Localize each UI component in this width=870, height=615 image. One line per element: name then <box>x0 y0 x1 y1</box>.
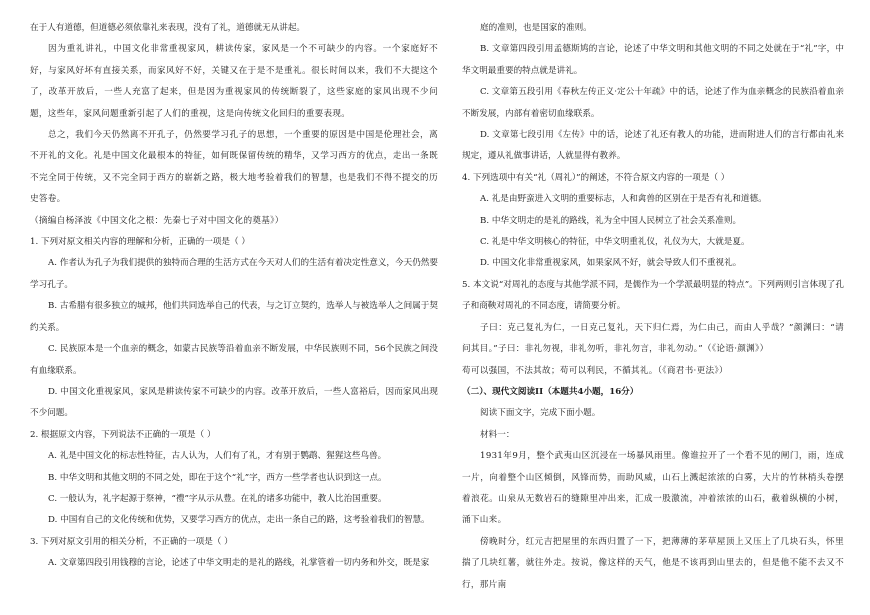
option-1a: A. 作者认为孔子为我们提供的独特而合理的生活方式在今天对人们的生活有着决定性意义，今天仍然要学习孔子。 <box>30 258 438 290</box>
material-label: 材料一： <box>480 429 515 440</box>
option-1c: C. 民族原本是一个血亲的概念，如蒙古民族等沿着血亲不断发展，中华民族则不同，56个民族之间没有血缘联系。 <box>30 344 438 376</box>
option-4b: B. 中华文明走的是礼的路线，礼为全中国人民树立了社会关系准则。 <box>480 215 742 226</box>
option-4d: D. 中国文化非常重视家风，如果家风不好，就会导致人们不重视礼。 <box>480 258 742 269</box>
question-4: 4. 下列选项中有关“礼（周礼）”的阐述，不符合原文内容的一项是（ ） <box>462 172 730 183</box>
option-2b: B. 中华文明和其他文明的不同之处，即在于这个“礼”字，西方一些学者也认识到这一点。 <box>48 472 387 483</box>
paragraph: 总之，我们今天仍然离不开孔子，仍然要学习孔子的思想，一个重要的原因是中国是伦理社会，离不开礼的文化。礼是中国文化最根本的特征，如何既保留传统的精华，又学习西方的优点，走出一条既不完全同于传统，又不完全同于西方的崭新之路，极大地考验着我们的智慧，也是我们不得不提交的历史答卷。 <box>30 130 438 205</box>
quote-lunyu: 子曰：克己复礼为仁，一日克己复礼，天下归仁焉，为仁由己，而由人乎哉？”颜渊曰：“请问其目。”子曰：非礼勿视，非礼勿听，非礼勿言，非礼勿动。”（《论语·颜渊》） <box>462 322 844 355</box>
right-column <box>462 18 844 596</box>
option-3c: C. 文章第五段引用《春秋左传正义·定公十年疏》中的话，论述了作为血亲概念的民族沿着血亲不断发展，内部有着密切血缘联系。 <box>462 87 844 119</box>
paragraph: 因为重礼讲礼，中国文化非常重视家风，耕读传家，家风是一个不可缺少的内容。一个家庭好不好，与家风好坏有直接关系，而家风好不好，关键又在于是不是重礼。很长时间以来，我们不大提这个了，改革开放后，一些人充富了起来，但是因为重视家风的传统断裂了，这些家庭的家风出现不少问题，这些年，家风问题重新引起了人们的重视，这是向传统文化回归的重要表现。 <box>30 44 438 119</box>
left-column <box>30 18 438 575</box>
option-3b: B. 文章第四段引用孟德斯鸠的言论，论述了中华文明和其他文明的不同之处就在于“礼”字，中华文明最重要的特点就是讲礼。 <box>462 44 844 76</box>
material-paragraph: 傍晚时分，红元吉把屋里的东西归置了一下，把薄薄的茅草屋顶上又压上了几块石头，怀里揣了几块红薯，就往外走。按说，像这样的天气，他是不该再到山里去的，但是他不能不去又不行，那片南 <box>462 536 844 590</box>
question-1: 1. 下列对原文相关内容的理解和分析，正确的一项是（ ） <box>30 237 250 248</box>
question-5: 5. 本文说“对周礼的态度与其他学派不同，是儒作为一个学派最明显的特点”。下列两则引言体现了孔子和商鞅对周礼的不同态度，请简要分析。 <box>462 279 844 312</box>
section-heading: （二）、现代文阅读II（本题共4小题，16分） <box>462 386 639 397</box>
option-2c: C. 一般认为，礼字起源于祭神，“禮”字从示从豊。在礼的诸多功能中，教人比治国重要。 <box>48 493 387 504</box>
option-3a-continued: 庭的准则，也是国家的准则。 <box>480 23 592 33</box>
paragraph: 在于人有道德，但道德必须依靠礼来表现，没有了礼，道德就无从讲起。 <box>30 23 306 33</box>
question-2: 2. 根据原文内容，下列说法不正确的一项是（ ） <box>30 429 216 440</box>
option-3a: A. 文章第四段引用钱穆的言论，论述了中华文明走的是礼的路线，礼掌管着一切内务和外交，既是家 <box>48 558 430 569</box>
source-citation: （摘编自杨泽波《中国文化之根：先秦七子对中国文化的奠基》） <box>30 215 284 226</box>
quote-shangjunshu: 苟可以强国，不法其故；苟可以利民，不循其礼。（《商君书·更法》） <box>462 365 728 376</box>
option-4c: C. 礼是中华文明核心的特征，中华文明重礼仪，礼仪为大，大就是夏。 <box>480 237 750 248</box>
option-3d: D. 文章第七段引用《左传》中的话，论述了礼还有教人的功能，进而附进人们的言行都由礼来规定，遵从礼做事讲话，人就显得有教养。 <box>462 130 844 162</box>
option-2d: D. 中国有自己的文化传统和优势，又要学习西方的优点，走出一条自己的路，这考验着我们的智慧。 <box>48 515 430 526</box>
material-paragraph: 1931年9月，整个武夷山区沉浸在一场暴风雨里。像谁拉开了一个看不见的闸门，雨，连成一片，向着整个山区倾倒，风锋而势，而助风威，山石上溅起浓浓的白雾，大片的竹林梢头卷摆着浪花。山泉从无数岩石的缝隙里冲出来，汇成一股激流，冲着浓浓的山石，截着纵横的小树，涌下山来。 <box>462 451 844 526</box>
option-1d: D. 中国文化重视家风，家风是耕读传家不可缺少的内容。改革开放后，一些人富裕后，因而家风出现不少问题。 <box>30 386 438 419</box>
option-4a: A. 礼是由野蛮进入文明的重要标志，人和禽兽的区别在于是否有礼和道德。 <box>480 194 767 205</box>
section-instruction: 阅读下面文字，完成下面小题。 <box>480 408 601 419</box>
option-2a: A. 礼是中国文化的标志性特征，古人认为，人们有了礼，才有别于鹦鹉、猩猩这些鸟兽。 <box>48 451 387 462</box>
question-3: 3. 下列对原文引用的相关分析，不正确的一项是（ ） <box>30 536 233 547</box>
option-1b: B. 古希腊有很多独立的城邦，他们共同选举自己的代表，与之订立契约，选举人与被选举人之间属于契约关系。 <box>30 301 438 333</box>
